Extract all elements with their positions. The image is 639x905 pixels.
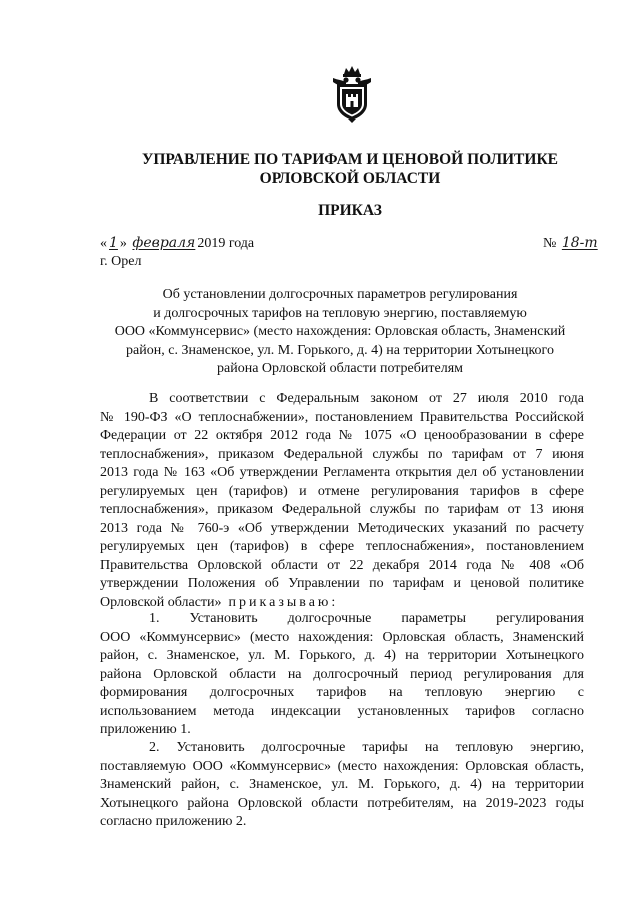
preamble-line: теплоснабжения», приказом Федеральной службы по тарифам от 7 июня <box>100 446 584 462</box>
preamble-line: В соответствии с Федеральным законом от 27 июля 2010 года <box>149 391 584 406</box>
preamble-line: 2013 года № 760-э «Об утверждении Методических указаний по расчету <box>100 520 584 536</box>
item-1-line: формирования долгосрочных тарифов на тепловую энергию с <box>100 685 584 700</box>
order-verb: приказываю: <box>228 594 339 610</box>
order-number-handwritten: 18-т <box>561 235 598 251</box>
item-1-line: использованием метода индексации установленных тарифов согласно <box>100 703 584 719</box>
item-2-line: согласно приложению 2. <box>100 814 247 829</box>
subject-line: ООО «Коммунсервис» (место нахождения: Орловская область, Знаменский <box>114 324 566 339</box>
subject-line: район, с. Знаменское, ул. М. Горького, д. 4) на территории Хотынецкого <box>126 342 554 358</box>
preamble-line: № 190-ФЗ «О теплоснабжении», постановлением Правительства Российской <box>100 409 584 425</box>
date-month-handwritten: февраля <box>132 235 196 251</box>
order-date <box>100 235 254 252</box>
item-1-line: 1. Установить долгосрочные параметры регулирования <box>149 611 584 626</box>
organization-title <box>60 150 639 188</box>
preamble-paragraph <box>100 390 584 612</box>
date-close-quote: » <box>119 236 127 251</box>
preamble-tail-text: Орловской области» <box>100 594 222 610</box>
date-year: 2019 года <box>197 236 255 251</box>
organization-title-line-2: ОРЛОВСКОЙ ОБЛАСТИ <box>259 170 441 187</box>
item-2-line: Хотынецкого района Орловской области потребителям, на 2019-2023 годы <box>100 795 584 811</box>
date-day-handwritten: 1 <box>109 235 118 251</box>
preamble-line: 2013 года № 163 «Об утверждении Регламента открытия дел об установлении <box>100 465 584 480</box>
item-1-line: район, с. Знаменское, ул. М. Горького, д. 4) на территории Хотынецкого <box>100 648 584 663</box>
order-number-prefix: № <box>543 236 557 251</box>
order-subject <box>100 286 580 379</box>
preamble-line: Правительства Орловской области от 22 декабря 2014 года № 408 «Об <box>100 557 584 573</box>
order-city: г. Орел <box>100 254 142 269</box>
preamble-line: регулируемых цен (тарифов) и отмене регулирования тарифов в сфере <box>100 483 584 499</box>
preamble-line: утверждении Положения об Управлении по тарифам и ценовой политике <box>100 576 584 591</box>
document-type-title: ПРИКАЗ <box>318 202 382 219</box>
item-2-line: 2. Установить долгосрочные тарифы на тепловую энергию, <box>149 740 584 755</box>
item-2-line: Знаменский район, с. Знаменское, ул. М. Горького, д. 4) на территории <box>100 777 584 792</box>
subject-line: Об установлении долгосрочных параметров регулирования <box>162 287 518 302</box>
subject-line: района Орловской области потребителям <box>217 361 463 376</box>
item-1-line: ООО «Коммунсервис» (место нахождения: Орловская область, Знаменский <box>100 629 584 645</box>
item-1-paragraph <box>100 610 584 740</box>
organization-title-line-1: УПРАВЛЕНИЕ ПО ТАРИФАМ И ЦЕНОВОЙ ПОЛИТИКЕ <box>141 151 559 168</box>
coat-of-arms-icon <box>330 64 374 124</box>
item-2-line: поставляемую ООО «Коммунсервис» (место нахождения: Орловская область, <box>100 758 584 774</box>
item-2-paragraph <box>100 739 584 832</box>
preamble-line: регулируемых цен (тарифов) в сфере теплоснабжения», постановлением <box>100 539 584 554</box>
item-1-line: района Орловской области на долгосрочный период регулирования для <box>100 666 584 682</box>
preamble-line: теплоснабжения», приказом Федеральной службы по тарифам от 13 июня <box>100 502 584 517</box>
item-1-line: приложению 1. <box>100 722 191 737</box>
date-open-quote: « <box>100 236 107 251</box>
preamble-line: Федерации от 22 октября 2012 года № 1075 «О ценообразовании в сфере <box>100 428 584 443</box>
order-number <box>543 235 600 252</box>
subject-line: и долгосрочных тарифов на тепловую энергию, поставляемую <box>153 305 527 321</box>
